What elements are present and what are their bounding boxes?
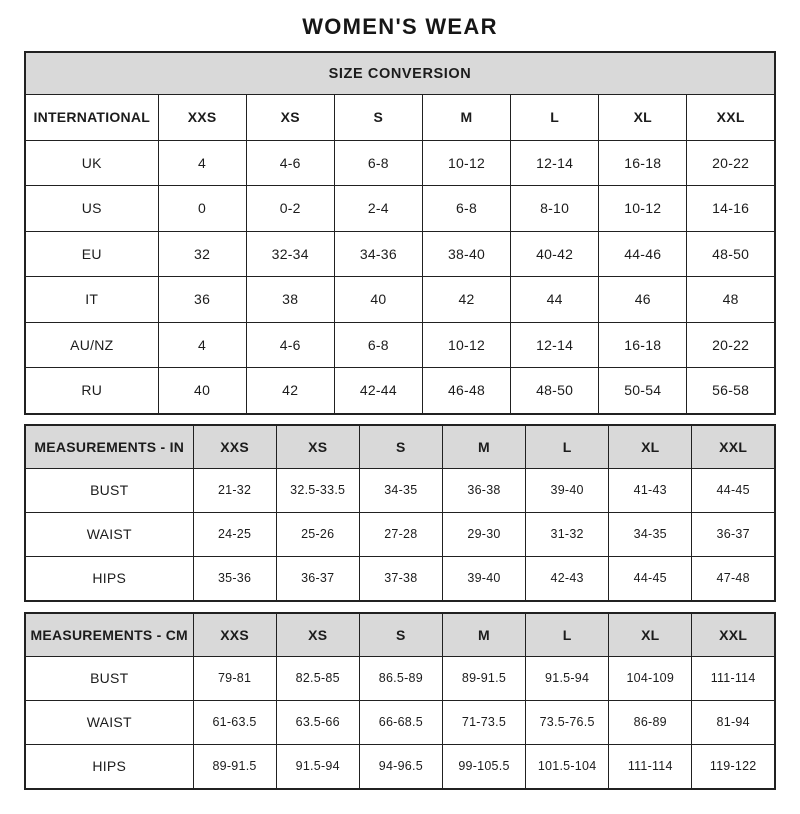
row-label: HIPS bbox=[25, 744, 193, 789]
measurements-cm-body bbox=[25, 613, 775, 789]
value-cell: 56-58 bbox=[687, 368, 775, 414]
value-cell: 36-37 bbox=[692, 512, 775, 556]
column-header: M bbox=[442, 425, 525, 469]
row-label: US bbox=[25, 186, 158, 232]
row-label: WAIST bbox=[25, 700, 193, 744]
table-row bbox=[25, 556, 775, 601]
table-row bbox=[25, 186, 775, 232]
table-row bbox=[25, 656, 775, 700]
value-cell: 12-14 bbox=[511, 140, 599, 186]
column-header: L bbox=[526, 613, 609, 657]
value-cell: 14-16 bbox=[687, 186, 775, 232]
value-cell: 91.5-94 bbox=[276, 744, 359, 789]
table-banner: SIZE CONVERSION bbox=[25, 52, 775, 95]
value-cell: 66-68.5 bbox=[359, 700, 442, 744]
value-cell: 10-12 bbox=[599, 186, 687, 232]
value-cell: 34-36 bbox=[334, 231, 422, 277]
value-cell: 21-32 bbox=[193, 468, 276, 512]
value-cell: 44-45 bbox=[609, 556, 692, 601]
table-row bbox=[25, 512, 775, 556]
value-cell: 29-30 bbox=[442, 512, 525, 556]
value-cell: 50-54 bbox=[599, 368, 687, 414]
size-chart-page bbox=[24, 14, 776, 790]
value-cell: 10-12 bbox=[422, 322, 510, 368]
table-row bbox=[25, 744, 775, 789]
column-header: XXL bbox=[692, 425, 775, 469]
value-cell: 89-91.5 bbox=[193, 744, 276, 789]
corner-header: MEASUREMENTS - IN bbox=[25, 425, 193, 469]
corner-header: INTERNATIONAL bbox=[25, 95, 158, 141]
row-label: UK bbox=[25, 140, 158, 186]
value-cell: 20-22 bbox=[687, 140, 775, 186]
value-cell: 4-6 bbox=[246, 140, 334, 186]
measurements-in-body bbox=[25, 425, 775, 601]
value-cell: 39-40 bbox=[442, 556, 525, 601]
header-row bbox=[25, 95, 775, 141]
measurements-in-table bbox=[24, 424, 776, 602]
value-cell: 27-28 bbox=[359, 512, 442, 556]
size-conversion-table bbox=[24, 51, 776, 415]
header-row bbox=[25, 613, 775, 657]
row-label: EU bbox=[25, 231, 158, 277]
column-header: S bbox=[359, 613, 442, 657]
value-cell: 38-40 bbox=[422, 231, 510, 277]
table-row bbox=[25, 277, 775, 323]
column-header: XL bbox=[609, 613, 692, 657]
value-cell: 47-48 bbox=[692, 556, 775, 601]
value-cell: 42 bbox=[246, 368, 334, 414]
row-label: HIPS bbox=[25, 556, 193, 601]
value-cell: 119-122 bbox=[692, 744, 775, 789]
value-cell: 111-114 bbox=[609, 744, 692, 789]
value-cell: 101.5-104 bbox=[526, 744, 609, 789]
value-cell: 20-22 bbox=[687, 322, 775, 368]
value-cell: 61-63.5 bbox=[193, 700, 276, 744]
column-header: XS bbox=[246, 95, 334, 141]
column-header: L bbox=[511, 95, 599, 141]
value-cell: 34-35 bbox=[359, 468, 442, 512]
row-label: BUST bbox=[25, 468, 193, 512]
value-cell: 89-91.5 bbox=[442, 656, 525, 700]
row-label: RU bbox=[25, 368, 158, 414]
column-header: XXS bbox=[193, 613, 276, 657]
column-header: XXL bbox=[692, 613, 775, 657]
value-cell: 10-12 bbox=[422, 140, 510, 186]
value-cell: 0 bbox=[158, 186, 246, 232]
column-header: XXS bbox=[158, 95, 246, 141]
value-cell: 34-35 bbox=[609, 512, 692, 556]
page-title: WOMEN'S WEAR bbox=[302, 14, 498, 39]
value-cell: 36-38 bbox=[442, 468, 525, 512]
value-cell: 0-2 bbox=[246, 186, 334, 232]
value-cell: 36-37 bbox=[276, 556, 359, 601]
value-cell: 91.5-94 bbox=[526, 656, 609, 700]
value-cell: 16-18 bbox=[599, 322, 687, 368]
row-label: BUST bbox=[25, 656, 193, 700]
value-cell: 32.5-33.5 bbox=[276, 468, 359, 512]
value-cell: 6-8 bbox=[334, 322, 422, 368]
value-cell: 42 bbox=[422, 277, 510, 323]
value-cell: 32-34 bbox=[246, 231, 334, 277]
value-cell: 48-50 bbox=[511, 368, 599, 414]
value-cell: 31-32 bbox=[526, 512, 609, 556]
table-row bbox=[25, 468, 775, 512]
value-cell: 16-18 bbox=[599, 140, 687, 186]
row-label: AU/NZ bbox=[25, 322, 158, 368]
value-cell: 36 bbox=[158, 277, 246, 323]
value-cell: 94-96.5 bbox=[359, 744, 442, 789]
column-header: M bbox=[422, 95, 510, 141]
value-cell: 4 bbox=[158, 140, 246, 186]
column-header: XS bbox=[276, 613, 359, 657]
value-cell: 48 bbox=[687, 277, 775, 323]
column-header: XL bbox=[609, 425, 692, 469]
column-header: S bbox=[334, 95, 422, 141]
value-cell: 44-45 bbox=[692, 468, 775, 512]
measurements-cm-table bbox=[24, 612, 776, 790]
value-cell: 111-114 bbox=[692, 656, 775, 700]
value-cell: 82.5-85 bbox=[276, 656, 359, 700]
corner-header: MEASUREMENTS - CM bbox=[25, 613, 193, 657]
value-cell: 44-46 bbox=[599, 231, 687, 277]
value-cell: 4 bbox=[158, 322, 246, 368]
value-cell: 42-44 bbox=[334, 368, 422, 414]
value-cell: 99-105.5 bbox=[442, 744, 525, 789]
table-row bbox=[25, 231, 775, 277]
value-cell: 73.5-76.5 bbox=[526, 700, 609, 744]
value-cell: 41-43 bbox=[609, 468, 692, 512]
value-cell: 39-40 bbox=[526, 468, 609, 512]
value-cell: 86-89 bbox=[609, 700, 692, 744]
table-banner-row bbox=[25, 52, 775, 95]
value-cell: 42-43 bbox=[526, 556, 609, 601]
value-cell: 40-42 bbox=[511, 231, 599, 277]
header-row bbox=[25, 425, 775, 469]
column-header: XXL bbox=[687, 95, 775, 141]
value-cell: 6-8 bbox=[422, 186, 510, 232]
value-cell: 46-48 bbox=[422, 368, 510, 414]
column-header: XS bbox=[276, 425, 359, 469]
row-label: IT bbox=[25, 277, 158, 323]
table-row bbox=[25, 322, 775, 368]
value-cell: 38 bbox=[246, 277, 334, 323]
value-cell: 24-25 bbox=[193, 512, 276, 556]
row-label: WAIST bbox=[25, 512, 193, 556]
table-row bbox=[25, 368, 775, 414]
table-row bbox=[25, 700, 775, 744]
column-header: XL bbox=[599, 95, 687, 141]
value-cell: 40 bbox=[158, 368, 246, 414]
column-header: S bbox=[359, 425, 442, 469]
value-cell: 71-73.5 bbox=[442, 700, 525, 744]
value-cell: 32 bbox=[158, 231, 246, 277]
value-cell: 12-14 bbox=[511, 322, 599, 368]
value-cell: 46 bbox=[599, 277, 687, 323]
value-cell: 35-36 bbox=[193, 556, 276, 601]
value-cell: 104-109 bbox=[609, 656, 692, 700]
value-cell: 81-94 bbox=[692, 700, 775, 744]
value-cell: 48-50 bbox=[687, 231, 775, 277]
value-cell: 79-81 bbox=[193, 656, 276, 700]
value-cell: 6-8 bbox=[334, 140, 422, 186]
table-row bbox=[25, 140, 775, 186]
size-conversion-body bbox=[25, 52, 775, 414]
value-cell: 4-6 bbox=[246, 322, 334, 368]
value-cell: 25-26 bbox=[276, 512, 359, 556]
value-cell: 63.5-66 bbox=[276, 700, 359, 744]
column-header: M bbox=[442, 613, 525, 657]
column-header: L bbox=[526, 425, 609, 469]
value-cell: 40 bbox=[334, 277, 422, 323]
value-cell: 8-10 bbox=[511, 186, 599, 232]
value-cell: 44 bbox=[511, 277, 599, 323]
value-cell: 37-38 bbox=[359, 556, 442, 601]
value-cell: 2-4 bbox=[334, 186, 422, 232]
value-cell: 86.5-89 bbox=[359, 656, 442, 700]
column-header: XXS bbox=[193, 425, 276, 469]
